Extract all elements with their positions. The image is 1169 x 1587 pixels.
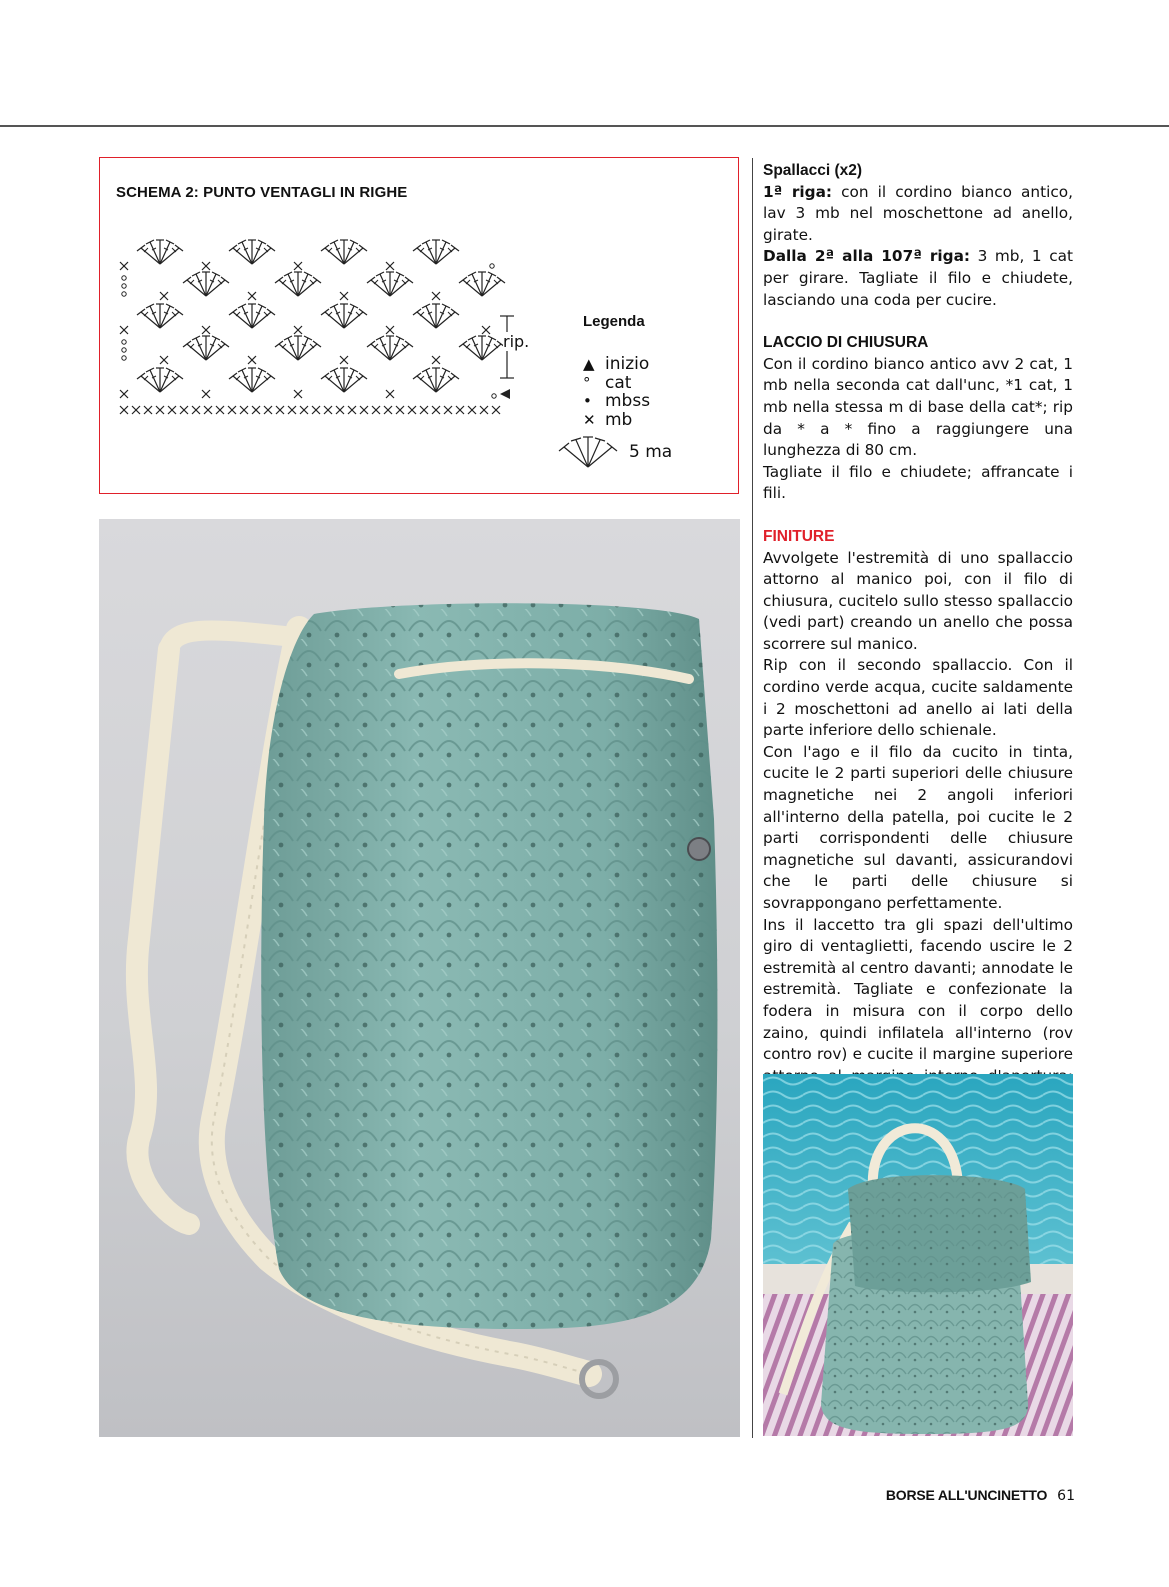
legend-item-slip-stitch — [583, 391, 650, 411]
fan-icon — [555, 435, 621, 469]
triangle-icon: ▲ — [583, 355, 595, 373]
laccio-heading: LACCIO DI CHIUSURA — [763, 334, 929, 352]
legend-item-fan — [555, 435, 672, 469]
finiture-paragraph-3: Con l'ago e il filo da cucito in tinta, cucite le 2 parti superiori delle chiusure magnetiche nei 2 angoli inferiori all'interno della patella, poi cucite le 2 parti corrispondenti delle chiusure magnetiche sul davanti, assicurandovi che le parti delle chiusure si sovrappongano perfettamente. — [763, 742, 1073, 912]
laccio-text: Con il cordino bianco antico avv 2 cat, 1 mb nella seconda cat dall'unc, *1 cat, 1 mb nella stessa m di base della cat*; rip da * a * fino a raggiungere una lunghezza di 80 cm. — [763, 354, 1073, 460]
x-stitch-icon: ✕ — [583, 411, 596, 429]
bag-illustration — [99, 519, 740, 1437]
main-bag-photo — [99, 519, 740, 1437]
column-divider — [752, 158, 753, 1438]
schema-title: SCHEMA 2: PUNTO VENTAGLI IN RIGHE — [116, 184, 408, 201]
legend-item-chain — [583, 373, 631, 393]
slip-stitch-icon: • — [583, 392, 592, 410]
schema-box — [99, 157, 739, 494]
instructions-column — [763, 160, 1073, 1109]
spallacci-rows-2-107: Dalla 2ª alla 107ª riga: 3 mb, 1 cat per girare. Tagliate il filo e chiudete, lasciando una coda per cucire. — [763, 247, 1073, 309]
legend-label: mbss — [605, 391, 651, 411]
finiture-paragraph-2: Rip con il secondo spallaccio. Con il cordino verde acqua, cucite saldamente i 2 moschettoni ad anello ai lati della parte inferiore dello schienale. — [763, 656, 1073, 740]
repeat-label: rip. — [503, 332, 530, 351]
legend-label: mb — [605, 410, 633, 430]
fan-label: 5 ma — [629, 442, 673, 462]
finiture-heading: FINITURE — [763, 527, 835, 545]
spallacci-heading: Spallacci (x2) — [763, 162, 863, 179]
finiture-paragraph-1: Avvolgete l'estremità di uno spallaccio attorno al manico poi, con il filo di chiusura, cucitelo sullo stesso spallaccio (vedi part) creando un anello che possa scorrere sul manico. — [763, 548, 1073, 653]
top-rule — [0, 125, 1169, 127]
page-number: 61 — [1057, 1488, 1075, 1504]
legend-label: inizio — [605, 354, 650, 374]
magazine-title: BORSE ALL'UNCINETTO — [885, 1487, 1048, 1503]
crochet-chart — [114, 238, 514, 418]
laccio-text-2: Tagliate il filo e chiudete; affrancate i fili. — [763, 462, 1073, 503]
finiture-paragraph-4: Ins il laccetto tra gli spazi dell'ultimo giro di ventaglietti, facendo uscire le 2 estremità al centro davanti; annodate le estremità. Tagliate e confezionate la fodera in misura con il corpo dello zaino, quindi infilatela all'interno (rov contro rov) e cucite il margine superiore — [763, 915, 1073, 1064]
spallacci-row-1: 1ª riga: con il cordino bianco antico, lav 3 mb nel moschettone ad anello, girate. — [763, 182, 1073, 244]
backpack-illustration — [763, 1074, 1073, 1436]
legend-label: cat — [605, 373, 632, 393]
page-footer — [886, 1487, 1075, 1504]
legend-item-single-crochet — [583, 410, 632, 430]
backpack-pool-photo — [763, 1074, 1073, 1436]
legend-title: Legenda — [583, 313, 645, 330]
chain-icon: ° — [583, 374, 591, 392]
legend-item-start — [583, 354, 649, 374]
